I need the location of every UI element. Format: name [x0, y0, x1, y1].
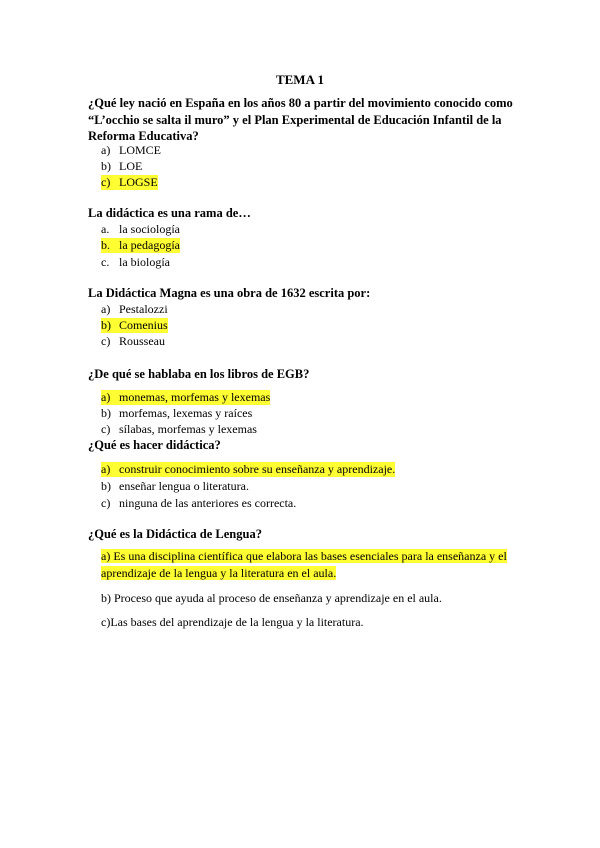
answer-option: [101, 422, 257, 437]
answer-option: [101, 159, 142, 174]
option-label: b): [101, 479, 111, 493]
page-title: TEMA 1: [275, 72, 325, 87]
option-text: ninguna de las anteriores es correcta.: [119, 496, 297, 510]
option-label: c): [101, 334, 111, 348]
option-label: c): [101, 422, 111, 436]
option-label: b): [101, 159, 111, 173]
option-label: c.: [101, 255, 110, 269]
option-label: a): [101, 462, 111, 476]
question-1: ¿Qué ley nació en España en los años 80 a partir del movimiento conocido como “L’occhio se salta il muro” y el Plan Experimental de Educación Infantil de la Reforma Educativa?: [88, 96, 513, 143]
option-text: Comenius: [119, 318, 168, 332]
answer-option: [101, 496, 296, 511]
option-text: monemas, morfemas y lexemas: [119, 390, 271, 404]
question-5: ¿Qué es hacer didáctica?: [88, 438, 221, 452]
option-text: sílabas, morfemas y lexemas: [119, 422, 257, 436]
option-text: LOMCE: [119, 143, 161, 157]
option-text: la biología: [119, 255, 170, 269]
option-label: a): [101, 302, 111, 316]
option-label: b): [101, 318, 111, 332]
answer-option-correct: [101, 462, 395, 477]
option-text: Pestalozzi: [119, 302, 168, 316]
answer-option: [101, 255, 170, 270]
question-2: La didáctica es una rama de…: [88, 206, 251, 220]
answer-option: b) Proceso que ayuda al proceso de enseñanza y aprendizaje en el aula.: [101, 591, 442, 605]
option-text: construir conocimiento sobre su enseñanza y aprendizaje.: [119, 462, 396, 476]
answer-option: [101, 479, 249, 494]
answer-option: [101, 302, 168, 317]
option-label: b): [101, 406, 111, 420]
option-label: b.: [101, 238, 110, 252]
option-text: Rousseau: [119, 334, 165, 348]
answer-option-correct: [101, 390, 270, 405]
option-text: enseñar lengua o literatura.: [119, 479, 249, 493]
answer-option: [101, 222, 180, 237]
option-label: a.: [101, 222, 110, 236]
answer-option-correct: [101, 238, 180, 253]
question-6: ¿Qué es la Didáctica de Lengua?: [88, 527, 262, 541]
option-text: LOE: [119, 159, 143, 173]
answer-option-correct: [101, 175, 158, 190]
option-text: a) Es una disciplina científica que elabora las bases esenciales para la enseñanza y el aprendizaje de la lengua y la literatura en el aula.: [101, 549, 507, 580]
option-text: LOGSE: [119, 175, 158, 189]
option-text: la sociología: [119, 222, 180, 236]
answer-option-correct: [101, 548, 521, 582]
question-3: La Didáctica Magna es una obra de 1632 escrita por:: [88, 286, 371, 300]
option-label: a): [101, 143, 111, 157]
answer-option: c)Las bases del aprendizaje de la lengua y la literatura.: [101, 615, 364, 629]
answer-option: [101, 143, 161, 158]
answer-option: [101, 406, 252, 421]
option-text: morfemas, lexemas y raíces: [119, 406, 253, 420]
option-label: c): [101, 496, 111, 510]
option-text: la pedagogía: [119, 238, 180, 252]
answer-option-correct: [101, 318, 168, 333]
question-4: ¿De qué se hablaba en los libros de EGB?: [88, 367, 310, 381]
option-label: c): [101, 175, 111, 189]
option-label: a): [101, 390, 111, 404]
answer-option: [101, 334, 165, 349]
